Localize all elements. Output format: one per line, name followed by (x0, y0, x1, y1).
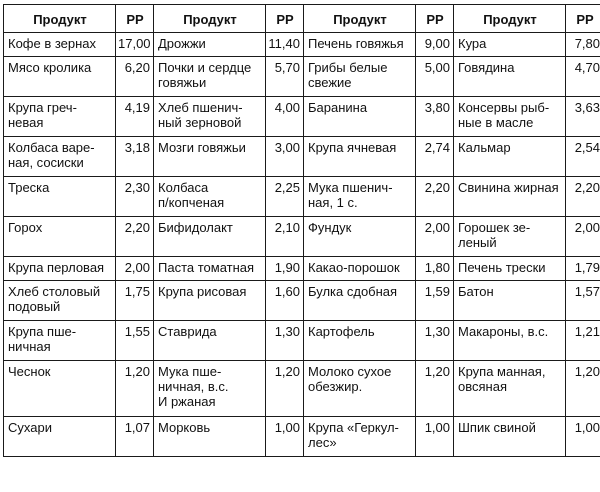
pr-value-cell: 7,80 (566, 33, 600, 57)
product-name-cell: Крупа «Геркул- лес» (304, 417, 416, 457)
product-name-cell: Булка сдобная (304, 281, 416, 321)
pr-value-cell: 11,40 (266, 33, 304, 57)
header-pr: РР (266, 5, 304, 33)
pr-value-cell: 1,80 (416, 257, 454, 281)
pr-value-cell: 2,00 (416, 217, 454, 257)
pr-value-cell: 1,60 (266, 281, 304, 321)
pr-value-cell: 2,00 (566, 217, 600, 257)
pr-value-cell: 1,21 (566, 321, 600, 361)
pr-value-cell: 2,20 (416, 177, 454, 217)
pr-value-cell: 1,20 (566, 361, 600, 417)
pr-value-cell: 1,00 (416, 417, 454, 457)
pr-value-cell: 3,00 (266, 137, 304, 177)
pr-value-cell: 4,19 (116, 97, 154, 137)
pr-value-cell: 1,57 (566, 281, 600, 321)
product-name-cell: Шпик свиной (454, 417, 566, 457)
header-pr: РР (116, 5, 154, 33)
pr-value-cell: 1,20 (116, 361, 154, 417)
product-name-cell: Горошек зе- леный (454, 217, 566, 257)
product-name-cell: Сухари (4, 417, 116, 457)
table-row (4, 257, 600, 281)
product-name-cell: Говядина (454, 57, 566, 97)
product-name-cell: Макароны, в.с. (454, 321, 566, 361)
table-row (4, 217, 600, 257)
pr-value-cell: 3,80 (416, 97, 454, 137)
header-pr: РР (566, 5, 600, 33)
products-table (3, 4, 600, 457)
product-name-cell: Кура (454, 33, 566, 57)
table-row (4, 137, 600, 177)
product-name-cell: Кальмар (454, 137, 566, 177)
pr-value-cell: 2,20 (116, 217, 154, 257)
pr-value-cell: 1,30 (416, 321, 454, 361)
header-product: Продукт (4, 5, 116, 33)
pr-value-cell: 2,74 (416, 137, 454, 177)
product-name-cell: Мозги говяжьи (154, 137, 266, 177)
product-name-cell: Картофель (304, 321, 416, 361)
pr-value-cell: 5,00 (416, 57, 454, 97)
product-name-cell: Бифидолакт (154, 217, 266, 257)
product-name-cell: Крупа манная, овсяная (454, 361, 566, 417)
pr-value-cell: 1,79 (566, 257, 600, 281)
product-name-cell: Крупа рисовая (154, 281, 266, 321)
table-row (4, 417, 600, 457)
header-product: Продукт (454, 5, 566, 33)
product-name-cell: Паста томатная (154, 257, 266, 281)
pr-value-cell: 3,63 (566, 97, 600, 137)
table-row (4, 57, 600, 97)
pr-value-cell: 4,00 (266, 97, 304, 137)
product-name-cell: Хлеб пшенич- ный зерновой (154, 97, 266, 137)
pr-value-cell: 1,59 (416, 281, 454, 321)
pr-value-cell: 1,75 (116, 281, 154, 321)
pr-value-cell: 6,20 (116, 57, 154, 97)
product-name-cell: Крупа пше- ничная (4, 321, 116, 361)
product-name-cell: Чеснок (4, 361, 116, 417)
product-name-cell: Кофе в зернах (4, 33, 116, 57)
product-name-cell: Морковь (154, 417, 266, 457)
pr-value-cell: 2,25 (266, 177, 304, 217)
product-name-cell: Какао-порошок (304, 257, 416, 281)
product-name-cell: Хлеб столовый подовый (4, 281, 116, 321)
product-name-cell: Почки и сердце говяжьи (154, 57, 266, 97)
pr-value-cell: 2,20 (566, 177, 600, 217)
pr-value-cell: 9,00 (416, 33, 454, 57)
pr-value-cell: 1,30 (266, 321, 304, 361)
product-name-cell: Печень говяжья (304, 33, 416, 57)
header-product: Продукт (154, 5, 266, 33)
product-name-cell: Треска (4, 177, 116, 217)
product-name-cell: Грибы белые свежие (304, 57, 416, 97)
product-name-cell: Горох (4, 217, 116, 257)
product-name-cell: Колбаса п/копченая (154, 177, 266, 217)
pr-value-cell: 1,00 (266, 417, 304, 457)
product-name-cell: Ставрида (154, 321, 266, 361)
pr-value-cell: 3,18 (116, 137, 154, 177)
header-row (4, 5, 600, 33)
pr-value-cell: 2,54 (566, 137, 600, 177)
pr-value-cell: 2,30 (116, 177, 154, 217)
product-name-cell: Мука пшенич- ная, 1 с. (304, 177, 416, 217)
table-row (4, 33, 600, 57)
pr-value-cell: 1,55 (116, 321, 154, 361)
table-row (4, 97, 600, 137)
table-row (4, 361, 600, 417)
product-name-cell: Мука пше- ничная, в.с. И ржаная (154, 361, 266, 417)
product-name-cell: Дрожжи (154, 33, 266, 57)
pr-value-cell: 17,00 (116, 33, 154, 57)
product-name-cell: Баранина (304, 97, 416, 137)
pr-value-cell: 2,00 (116, 257, 154, 281)
table-row (4, 321, 600, 361)
pr-value-cell: 1,07 (116, 417, 154, 457)
pr-value-cell: 5,70 (266, 57, 304, 97)
table-body (4, 33, 600, 457)
pr-value-cell: 1,20 (266, 361, 304, 417)
pr-value-cell: 1,20 (416, 361, 454, 417)
product-name-cell: Батон (454, 281, 566, 321)
table-row (4, 177, 600, 217)
product-name-cell: Мясо кролика (4, 57, 116, 97)
pr-value-cell: 4,70 (566, 57, 600, 97)
product-name-cell: Крупа греч- невая (4, 97, 116, 137)
product-name-cell: Фундук (304, 217, 416, 257)
product-name-cell: Крупа ячневая (304, 137, 416, 177)
product-name-cell: Консервы рыб- ные в масле (454, 97, 566, 137)
header-product: Продукт (304, 5, 416, 33)
pr-value-cell: 1,00 (566, 417, 600, 457)
product-name-cell: Печень трески (454, 257, 566, 281)
product-name-cell: Колбаса варе- ная, сосиски (4, 137, 116, 177)
product-name-cell: Крупа перловая (4, 257, 116, 281)
table-row (4, 281, 600, 321)
product-name-cell: Молоко сухое обезжир. (304, 361, 416, 417)
pr-value-cell: 2,10 (266, 217, 304, 257)
product-name-cell: Свинина жирная (454, 177, 566, 217)
header-pr: РР (416, 5, 454, 33)
pr-value-cell: 1,90 (266, 257, 304, 281)
